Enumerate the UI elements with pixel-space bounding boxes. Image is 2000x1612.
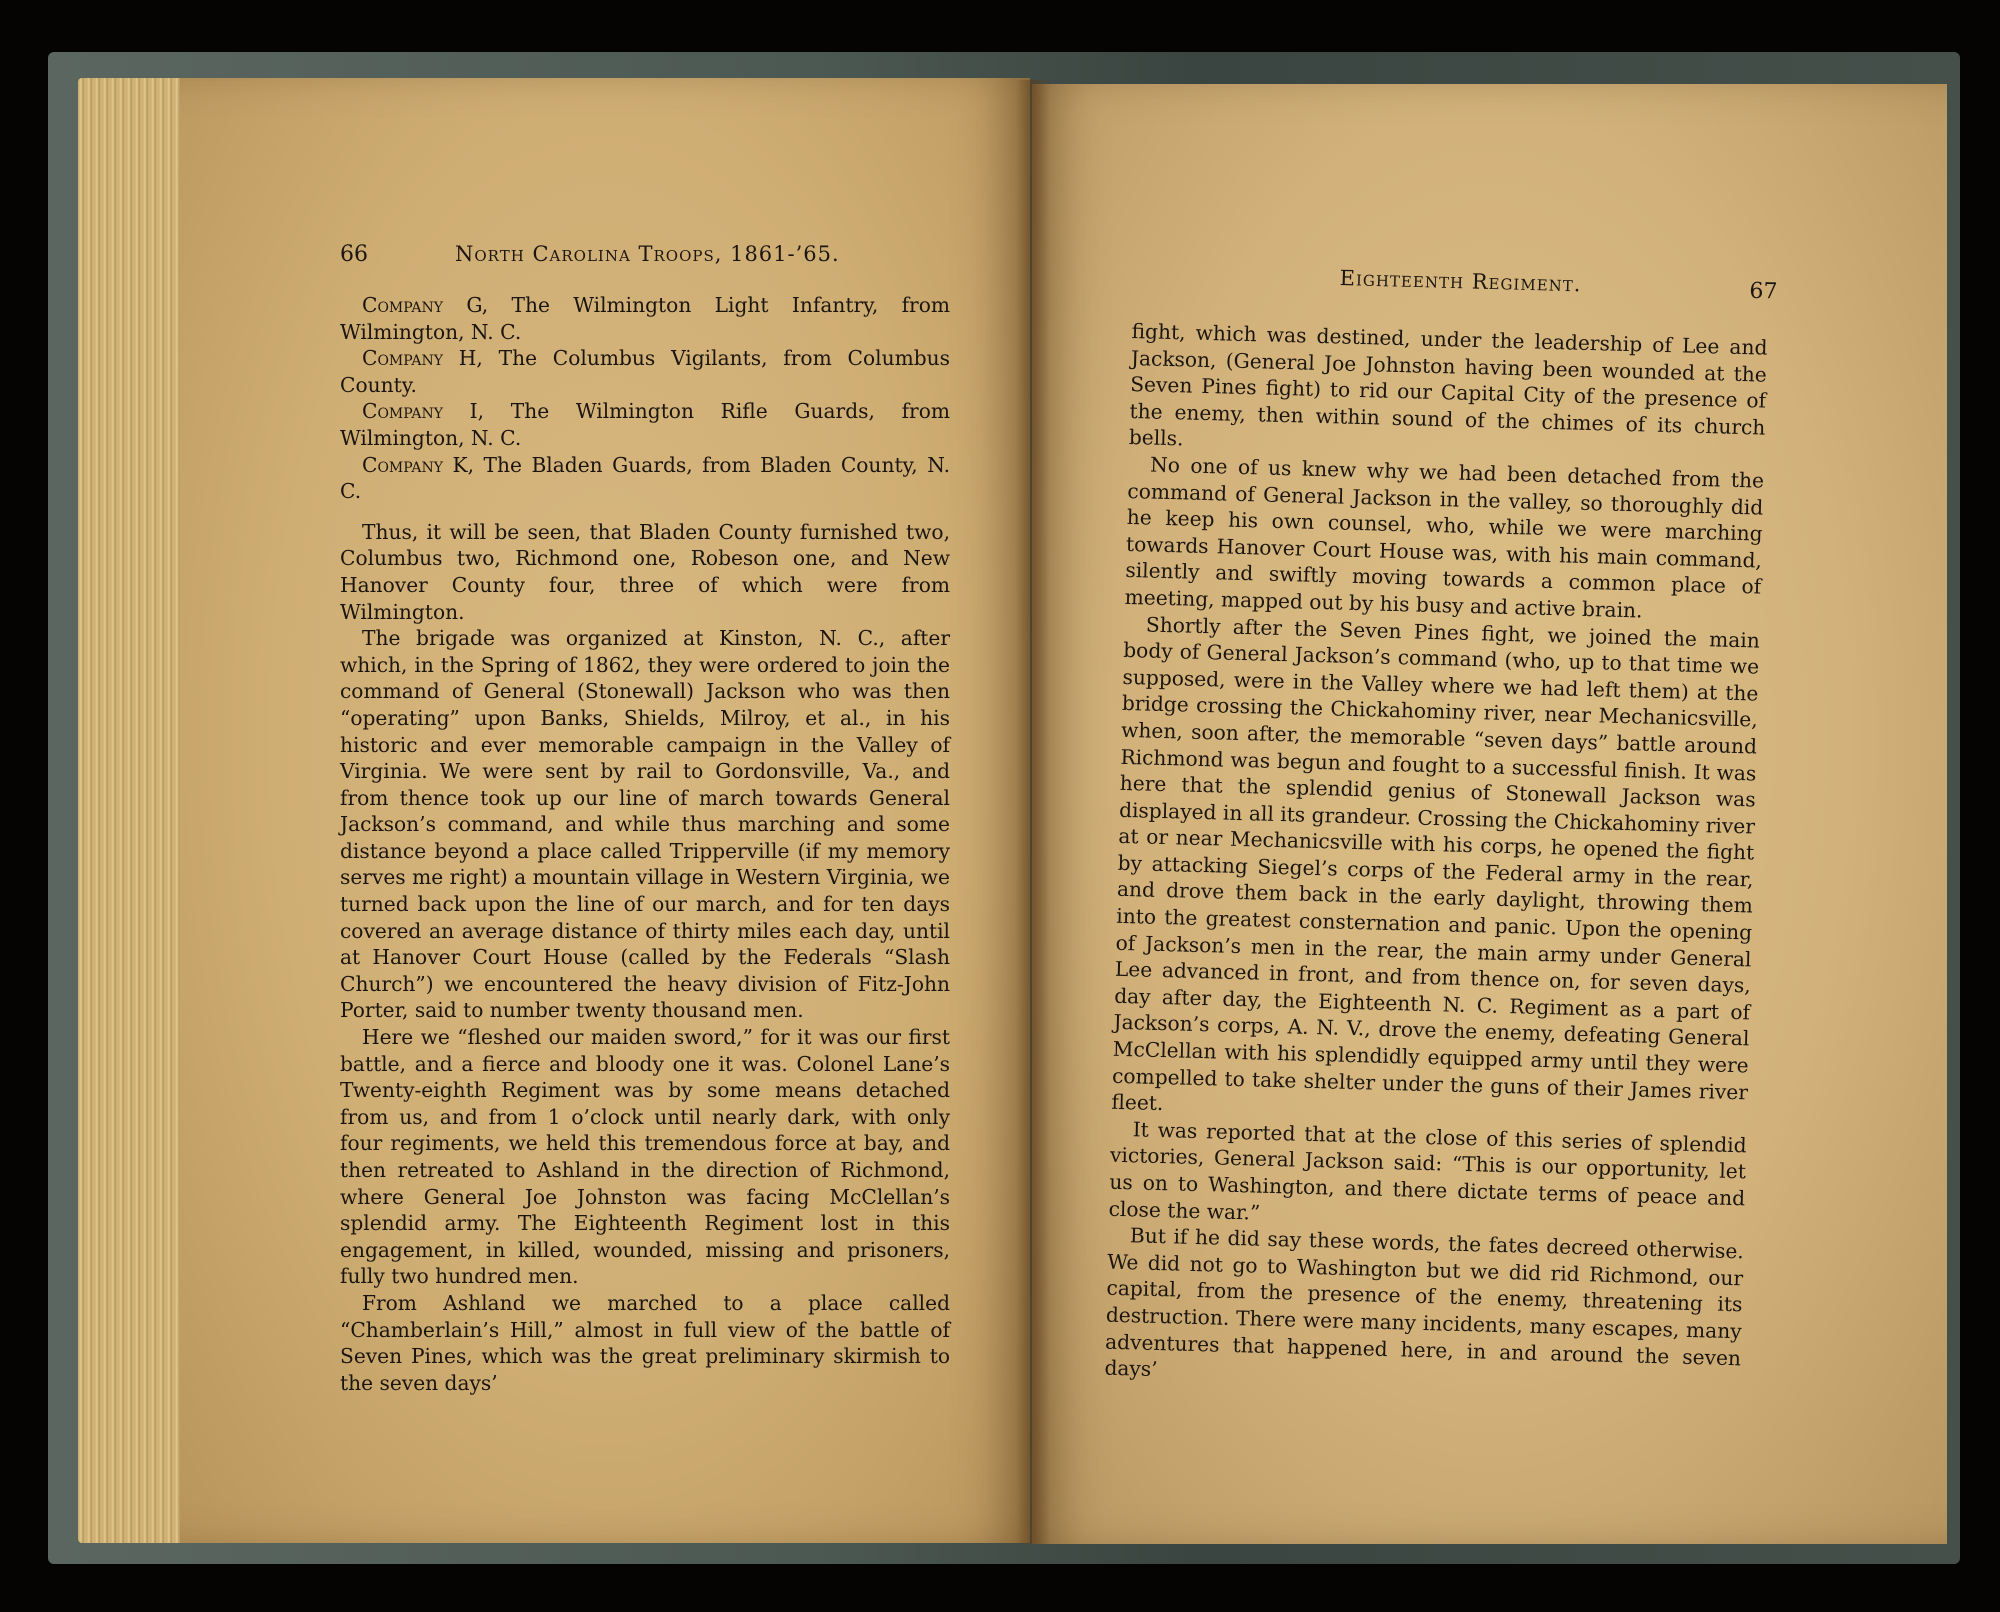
paragraph: Shortly after the Seven Pines fight, we joined the main body of General Jackson’s command (who, up to that time we supposed, were in the Valley where we had left them) at the bridge crossing the Chickahominy river, near Mechanicsville, when, soon after, the memorable “seven days” battle around Richmond was begun and fought to a successful finish. It was here that the splendid genius of Stonewall Jackson was displayed in all its grandeur. Crossing the Chickahominy river at or near Mechanicsville with his corps, he opened the fight by attacking Siegel’s corps of the Federal army in the rear, and drove them back in the early daylight, throwing them into the greatest consternation and panic. Upon the opening of Jackson’s men in the rear, the main army under General Lee advanced in front, and from thence on, for seven days, day after day, the Eighteenth N. C. Regiment as a part of Jackson’s corps, A. N. V., drove the enemy, defeating General McClellan with his splendidly equipped army until they were compelled to take shelter under the guns of their James river fleet. [1111,612,1761,1116]
paragraph: It was reported that at the close of this series of splendid victories, General Jackson said: “This is our opportunity, let us on to Washington, and there dictate terms of peace and close the war.” [1108,1117,1747,1225]
left-page-body [340,292,950,1396]
paragraph: Here we “fleshed our maiden sword,” for it was our first battle, and a fierce and bloody one it was. Colonel Lane’s Twenty-eighth Regiment was by some means detached from us, and from 1 o’clock until nearly dark, with only four regiments, we held this tremendous force at bay, and then retreated to Ashland in the direction of Richmond, where General Joe Johnston was facing McClellan’s splendid army. The Eighteenth Regiment lost in this engagement, in killed, wounded, missing and prisoners, fully two hundred men. [340,1025,950,1289]
company-entry: Company G, The Wilmington Light Infantry, from Wilmington, N. C. [340,293,950,344]
paragraph: fight, which was destined, under the leadership of Lee and Jackson, (General Joe Johnston having been wounded at the Seven Pines fight) to rid our Capital City of the presence of the enemy, then within sound of the chimes of its church bells. [1128,318,1768,451]
paragraph: The brigade was organized at Kinston, N. C., after which, in the Spring of 1862, they were ordered to join the command of General (Stonewall) Jackson who was then “operating” upon Banks, Shields, Milroy, et al., in his historic and ever memorable campaign in the Valley of Virginia. We were sent by rail to Gordonsville, Va., and from thence took up our line of march towards General Jackson’s command, and while thus marching and some distance beyond a place called Tripperville (if my memory serves me right) a mountain village in Western Virginia, we turned back upon the line of our march, and for ten days covered an average distance of thirty miles each day, until at Hanover Court House (called by the Federals “Slash Church”) we encountered the heavy division of Fitz-John Porter, said to number twenty thousand men. [340,626,950,1023]
paragraph: Thus, it will be seen, that Bladen County furnished two, Columbus two, Richmond one, Robeson one, and New Hanover County four, three of which were from Wilmington. [340,519,950,624]
left-page-number: 66 [340,242,368,267]
paragraph: No one of us knew why we had been detached from the command of General Jackson in the valley, so thoroughly did he keep his own counsel, who, while we were marching towards Hanover Court House was, with his main command, silently and swiftly moving towards a common place of meeting, mapped out by his busy and active brain. [1124,452,1765,623]
company-entry: Company K, The Bladen Guards, from Bladen County, N. C. [340,452,950,504]
paragraph: From Ashland we marched to a place called “Chamberlain’s Hill,” almost in full view of the battle of Seven Pines, which was the great preliminary skirmish to the seven days’ [340,1290,950,1395]
paragraph: But if he did say these words, the fates decreed otherwise. We did not go to Washington but we did rid Richmond, our capital, from the presence of the enemy, threatening its destruction. There were many incidents, many escapes, many adventures that happened here, in and around the seven days’ [1104,1223,1745,1382]
right-page-body [1104,318,1768,1398]
book-gutter [1016,80,1050,1544]
company-entry: Company H, The Columbus Vigilants, from Columbus County. [340,346,951,397]
right-running-head: Eighteenth Regiment. [1339,266,1582,297]
company-entry: Company I, The Wilmington Rifle Guards, from Wilmington, N. C. [340,399,950,450]
right-page-number: 67 [1749,278,1778,305]
left-running-head: North Carolina Troops, 1861-’65. [455,242,840,266]
